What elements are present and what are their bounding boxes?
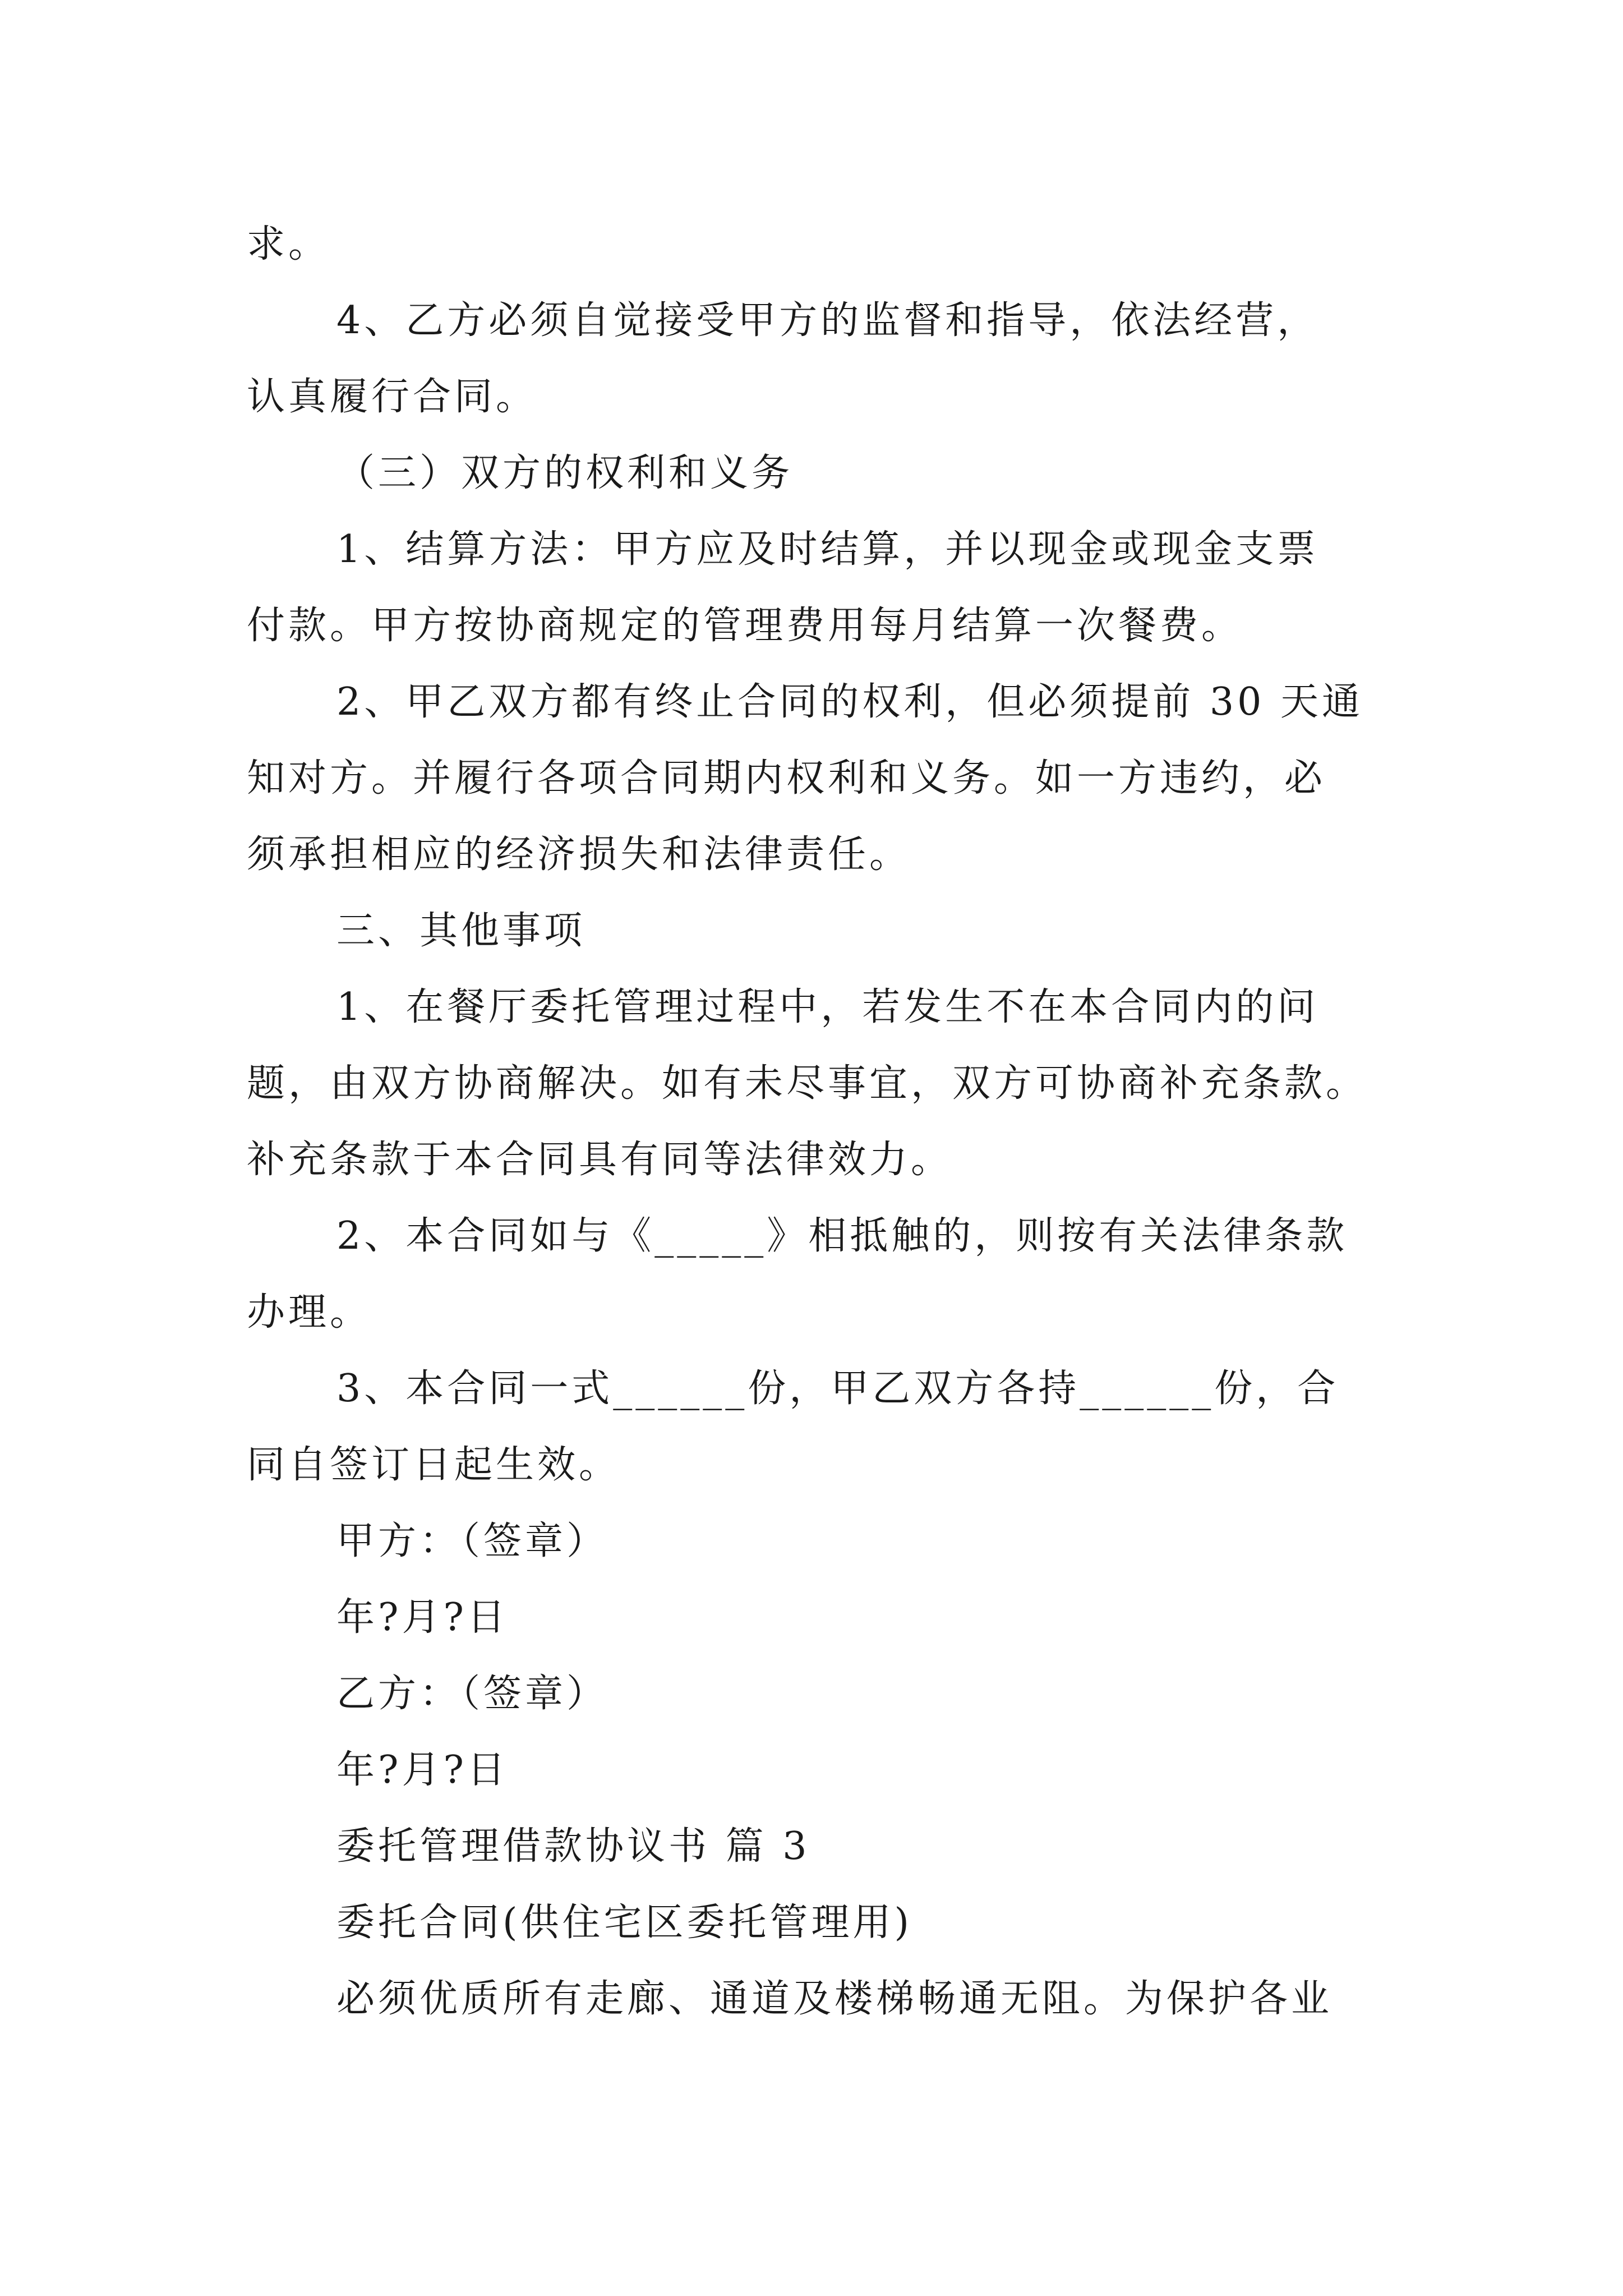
article-subtitle: 委托合同(供住宅区委托管理用) — [336, 1901, 913, 1945]
text-line: 题，由双方协商解决。如有未尽事宜，双方可协商补充条款。 — [247, 1061, 1368, 1106]
text-line: 1、结算方法：甲方应及时结算，并以现金或现金支票 — [336, 527, 1319, 572]
party-a-date: 年?月?日 — [336, 1595, 509, 1640]
text-line: 补充条款于本合同具有同等法律效力。 — [247, 1138, 953, 1182]
section-heading: （三）双方的权利和义务 — [336, 451, 794, 495]
text-line: 2、甲乙双方都有终止合同的权利，但必须提前 30 天通 — [336, 680, 1364, 724]
document-body — [247, 206, 1380, 2037]
text-line: 求。 — [247, 222, 330, 266]
party-b-date: 年?月?日 — [336, 1748, 509, 1792]
party-b-signature-label: 乙方：（签章） — [336, 1672, 608, 1716]
text-line: 必须优质所有走廊、通道及楼梯畅通无阻。为保护各业 — [336, 1977, 1333, 2021]
text-line: 知对方。并履行各项合同期内权利和义务。如一方违约，必 — [247, 756, 1326, 800]
text-line: 2、本合同如与《_____》相抵触的，则按有关法律条款 — [336, 1214, 1348, 1258]
text-line: 办理。 — [247, 1290, 372, 1335]
party-a-signature-label: 甲方：（签章） — [336, 1519, 608, 1563]
section-heading: 三、其他事项 — [336, 909, 586, 953]
article-title: 委托管理借款协议书 篇 3 — [336, 1824, 810, 1869]
text-line: 同自签订日起生效。 — [247, 1443, 621, 1487]
text-line: 4、乙方必须自觉接受甲方的监督和指导，依法经营， — [336, 298, 1319, 343]
text-line: 1、在餐厅委托管理过程中，若发生不在本合同内的问 — [336, 985, 1319, 1029]
text-line: 3、本合同一式______份，甲乙双方各持______份，合 — [336, 1366, 1339, 1411]
text-line: 付款。甲方按协商规定的管理费用每月结算一次餐费。 — [247, 604, 1243, 648]
text-line: 认真履行合同。 — [247, 375, 538, 419]
text-line: 须承担相应的经济损失和法律责任。 — [247, 832, 911, 877]
